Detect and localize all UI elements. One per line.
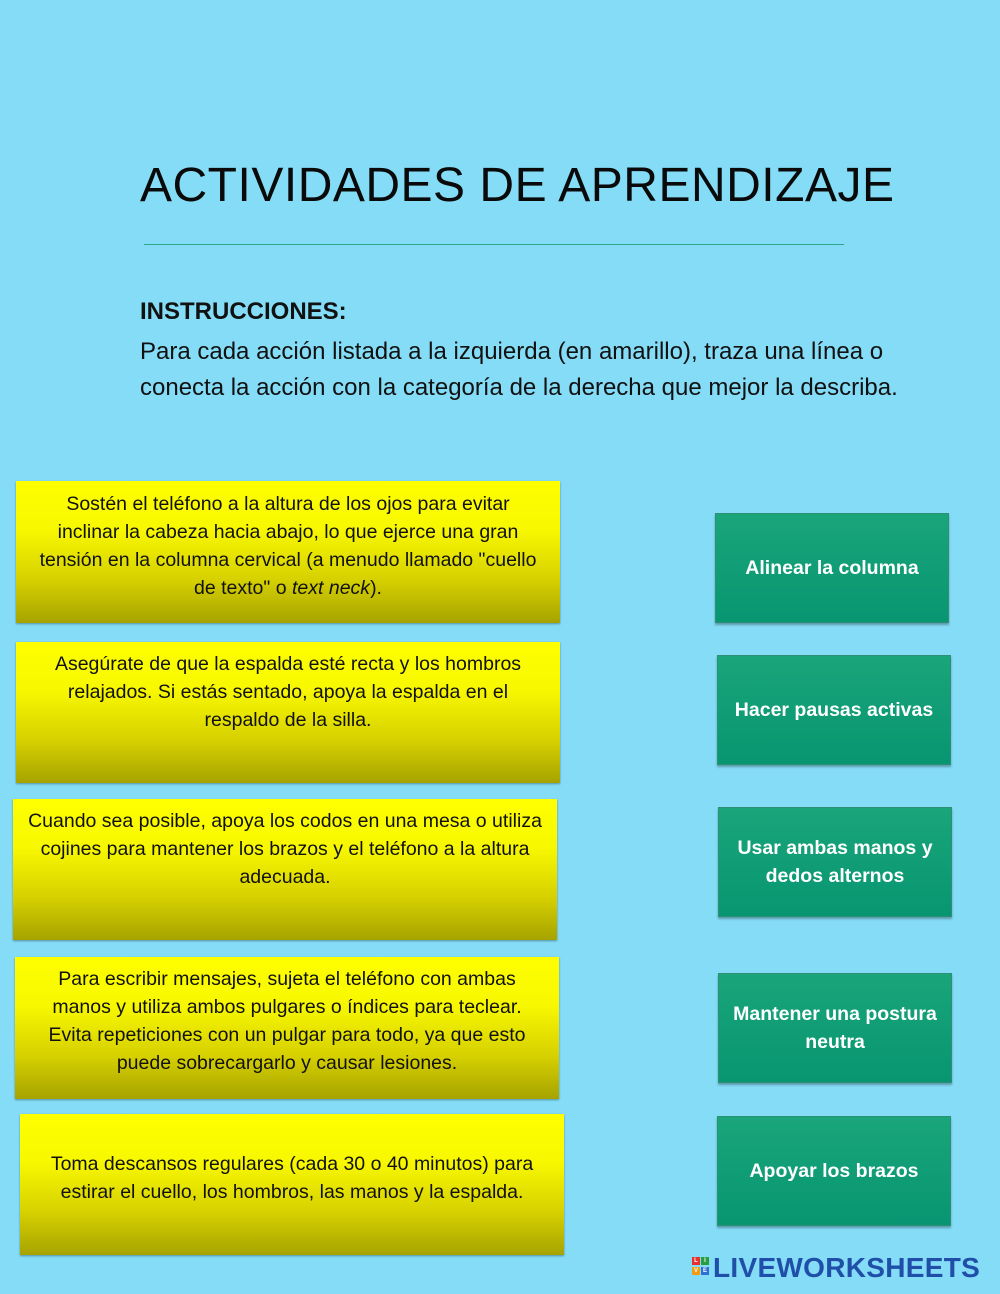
- action-box-4[interactable]: [15, 957, 559, 1099]
- action-text-5: Toma descansos regulares (cada 30 o 40 minutos) para estirar el cuello, los hombros, las manos y la espalda.: [50, 1153, 534, 1203]
- category-box-3[interactable]: [718, 807, 952, 917]
- action-text-4: Para escribir mensajes, sujeta el teléfono con ambas manos y utiliza ambos pulgares o índices para teclear. Evita repeticiones con un pulgar para todo, ya que esto puede sobrecargarlo y causar lesiones.: [48, 968, 526, 1074]
- action-box-2[interactable]: [16, 642, 560, 783]
- category-box-2[interactable]: [717, 655, 951, 765]
- category-label-5: Apoyar los brazos: [749, 1160, 919, 1182]
- page-title: ACTIVIDADES DE APRENDIZAJE: [140, 159, 895, 212]
- action-text-3: Cuando sea posible, apoya los codos en una mesa o utiliza cojines para mantener los brazos y el teléfono a la altura adecuada.: [28, 810, 542, 888]
- logo-mark-icon: L I V E: [693, 1258, 707, 1274]
- action-box-3[interactable]: [13, 799, 557, 940]
- action-text-2: Asegúrate de que la espalda esté recta y los hombros relajados. Si estás sentado, apoya la espalda en el respaldo de la silla.: [54, 653, 522, 731]
- category-box-1[interactable]: [715, 513, 949, 623]
- instructions-text: Para cada acción listada a la izquierda (en amarillo), traza una línea o conecta la acción con la categoría de la derecha que mejor la describa.: [140, 338, 898, 401]
- title-divider: [144, 244, 844, 245]
- action-text-1: Sostén el teléfono a la altura de los ojos para evitar inclinar la cabeza hacia abajo, lo que ejerce una gran tensión en la columna cervical (a menudo llamado "cuello de texto" o text neck).: [39, 493, 537, 599]
- category-label-1: Alinear la columna: [745, 557, 919, 579]
- instructions-heading: INSTRUCCIONES:: [140, 298, 347, 325]
- category-label-3: Usar ambas manos y dedos alternos: [737, 837, 933, 887]
- logo-text: LIVEWORKSHEETS: [713, 1252, 981, 1283]
- category-label-2: Hacer pausas activas: [734, 699, 934, 721]
- category-box-5[interactable]: [717, 1116, 951, 1226]
- action-box-1[interactable]: [16, 481, 560, 623]
- category-label-4: Mantener una postura neutra: [733, 1003, 937, 1053]
- category-box-4[interactable]: [718, 973, 952, 1083]
- action-box-5[interactable]: [20, 1114, 564, 1255]
- liveworksheets-logo: [692, 1252, 980, 1284]
